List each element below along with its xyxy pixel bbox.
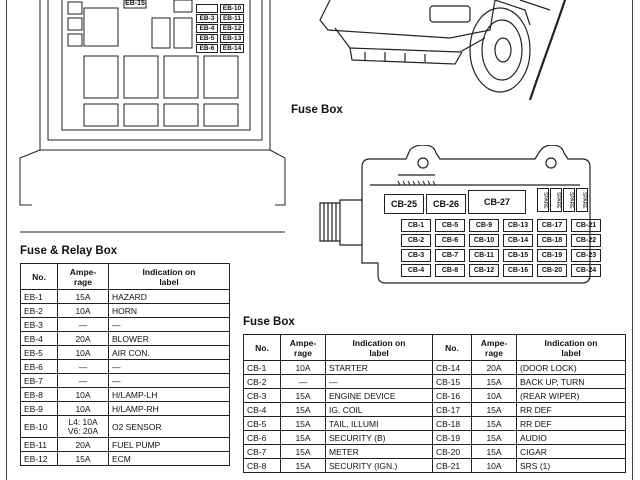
table-cell: — — [109, 374, 230, 388]
table-cell: 15A — [472, 445, 517, 459]
table-cell: EB-10 — [21, 416, 58, 438]
eb-top-label: EB-15 — [125, 0, 145, 7]
table-row — [21, 304, 230, 318]
table-cell: 10A — [58, 346, 109, 360]
fuse-slot: CB-14 — [503, 234, 533, 247]
table-row — [244, 431, 626, 445]
table-cell: EB-9 — [21, 402, 58, 416]
table-cell: 15A — [472, 431, 517, 445]
table-cell: BACK UP, TURN — [517, 375, 626, 389]
column-header: Indication on label — [326, 335, 433, 361]
table-cell: H/LAMP-RH — [109, 402, 230, 416]
eb-label-left: EB-5 — [196, 34, 218, 43]
fuse-slot: CB-21 — [571, 219, 601, 232]
table-row — [21, 402, 230, 416]
table-cell: ENGINE DEVICE — [326, 389, 433, 403]
column-header: No. — [21, 264, 58, 290]
table-cell: CB-5 — [244, 417, 281, 431]
eb-label-left: EB-4 — [196, 24, 218, 33]
fuse-slot: CB-19 — [537, 249, 567, 262]
table-row — [21, 452, 230, 466]
column-header: No. — [244, 335, 281, 361]
fuse-slot: CB-23 — [571, 249, 601, 262]
column-header: Indication on label — [517, 335, 626, 361]
fuse-slot: CB-2 — [401, 234, 431, 247]
table-cell: CB-15 — [433, 375, 472, 389]
table-cell: CB-1 — [244, 361, 281, 375]
table-cell: 15A — [281, 403, 326, 417]
table-cell: CB-20 — [433, 445, 472, 459]
table-row — [21, 290, 230, 304]
eb-label-right: EB-14 — [220, 44, 244, 53]
fuse-grid-row — [401, 234, 601, 247]
eb-label-row — [196, 44, 246, 53]
table-cell: CB-16 — [433, 389, 472, 403]
table-cell: CB-18 — [433, 417, 472, 431]
table-cell: TAIL, ILLUMI — [326, 417, 433, 431]
fuse-slot: CB-17 — [537, 219, 567, 232]
fuse-slot: CB-10 — [469, 234, 499, 247]
table-cell: — — [58, 374, 109, 388]
table-cell: AIR CON. — [109, 346, 230, 360]
table-cell: 10A — [281, 361, 326, 375]
eb-label-row — [196, 24, 246, 33]
fuse-slot: CB-22 — [571, 234, 601, 247]
eb-label-left: EB-6 — [196, 44, 218, 53]
fuse-slot: CB-7 — [435, 249, 465, 262]
table-cell: CB-6 — [244, 431, 281, 445]
fuse-table-title: Fuse Box — [243, 316, 295, 328]
table-cell: EB-12 — [21, 452, 58, 466]
table-cell: 15A — [281, 445, 326, 459]
table-cell: EB-3 — [21, 318, 58, 332]
table-cell: 10A — [58, 388, 109, 402]
table-row — [244, 459, 626, 473]
table-cell: SECURITY (IGN.) — [326, 459, 433, 473]
column-header: Ampe- rage — [58, 264, 109, 290]
table-row — [21, 360, 230, 374]
fuse-slot: CB-12 — [469, 264, 499, 277]
table-cell: CB-3 — [244, 389, 281, 403]
table-row — [21, 388, 230, 402]
fuse-slot: CB-5 — [435, 219, 465, 232]
spare-fuse: SPARE — [563, 188, 575, 212]
table-header-row — [244, 335, 626, 361]
eb-label-right: EB-11 — [220, 14, 244, 23]
table-cell: STARTER — [326, 361, 433, 375]
big-fuse: CB-25 — [384, 194, 424, 214]
relay-table — [20, 263, 230, 466]
fuse-slot: CB-20 — [537, 264, 567, 277]
table-row — [244, 445, 626, 459]
table-row — [21, 416, 230, 438]
fuse-slot: CB-8 — [435, 264, 465, 277]
eb-label-right: EB-10 — [220, 4, 244, 13]
table-cell: HORN — [109, 304, 230, 318]
fuse-table — [243, 334, 626, 473]
table-cell: SECURITY (B) — [326, 431, 433, 445]
table-cell: 15A — [472, 417, 517, 431]
table-cell: 10A — [58, 402, 109, 416]
fuse-slot: CB-13 — [503, 219, 533, 232]
table-cell: RR DEF — [517, 403, 626, 417]
column-header: Indication on label — [109, 264, 230, 290]
table-cell: EB-5 — [21, 346, 58, 360]
eb-label-row — [196, 4, 246, 13]
table-cell: EB-4 — [21, 332, 58, 346]
fuse-grid-row — [401, 249, 601, 262]
eb-label-row — [196, 34, 246, 43]
spare-fuse: SPARE — [537, 188, 549, 212]
eb-label-left: EB-3 — [196, 14, 218, 23]
table-cell: 15A — [472, 403, 517, 417]
fuse-slot: CB-1 — [401, 219, 431, 232]
table-cell: L4: 10A V6: 20A — [58, 416, 109, 438]
table-cell: CB-21 — [433, 459, 472, 473]
table-cell: 15A — [281, 431, 326, 445]
eb-label-left — [196, 4, 218, 13]
table-cell: IG. COIL — [326, 403, 433, 417]
column-header: Ampe- rage — [281, 335, 326, 361]
table-cell: EB-6 — [21, 360, 58, 374]
table-cell: 10A — [58, 304, 109, 318]
right-border — [632, 0, 633, 480]
table-cell: CB-7 — [244, 445, 281, 459]
fuse-grid — [401, 219, 601, 277]
table-cell: RR DEF — [517, 417, 626, 431]
table-cell: CB-17 — [433, 403, 472, 417]
table-cell: CB-8 — [244, 459, 281, 473]
table-row — [21, 318, 230, 332]
table-cell: 15A — [58, 290, 109, 304]
table-cell: 20A — [472, 361, 517, 375]
table-row — [21, 346, 230, 360]
column-header: No. — [433, 335, 472, 361]
table-row — [244, 417, 626, 431]
table-cell: ECM — [109, 452, 230, 466]
table-cell: 15A — [472, 375, 517, 389]
eb-label-stack — [196, 4, 246, 54]
big-fuse: CB-26 — [426, 194, 466, 214]
fuse-grid-row — [401, 264, 601, 277]
eb-label-right: EB-12 — [220, 24, 244, 33]
spare-fuse: SPARE — [576, 188, 588, 212]
table-cell: EB-2 — [21, 304, 58, 318]
table-cell: 20A — [58, 438, 109, 452]
table-cell: 15A — [281, 459, 326, 473]
table-cell: — — [326, 375, 433, 389]
fuse-slot: CB-9 — [469, 219, 499, 232]
table-cell: 15A — [58, 452, 109, 466]
table-cell: EB-11 — [21, 438, 58, 452]
fuse-slot: CB-16 — [503, 264, 533, 277]
table-cell: — — [109, 318, 230, 332]
table-cell: — — [58, 360, 109, 374]
table-row — [244, 375, 626, 389]
table-cell: 20A — [58, 332, 109, 346]
vehicle-drawing — [290, 0, 632, 100]
table-cell: CB-19 — [433, 431, 472, 445]
fuse-slot: CB-4 — [401, 264, 431, 277]
table-header-row — [21, 264, 230, 290]
column-header: Ampe- rage — [472, 335, 517, 361]
table-cell: 15A — [281, 417, 326, 431]
table-cell: H/LAMP-LH — [109, 388, 230, 402]
fuse-slot: CB-11 — [469, 249, 499, 262]
table-cell: EB-8 — [21, 388, 58, 402]
table-cell: — — [58, 318, 109, 332]
table-cell: CB-4 — [244, 403, 281, 417]
relay-table-title: Fuse & Relay Box — [20, 245, 118, 257]
table-cell: SRS (1) — [517, 459, 626, 473]
table-cell: — — [281, 375, 326, 389]
table-row — [21, 374, 230, 388]
fuse-box-diagram-title: Fuse Box — [291, 104, 343, 116]
table-cell: (REAR WIPER) — [517, 389, 626, 403]
fuse-slot: CB-24 — [571, 264, 601, 277]
fuse-slot: CB-3 — [401, 249, 431, 262]
table-cell: CB-2 — [244, 375, 281, 389]
table-cell: 10A — [472, 459, 517, 473]
table-cell: BLOWER — [109, 332, 230, 346]
table-row — [21, 438, 230, 452]
table-cell: CB-14 — [433, 361, 472, 375]
table-cell: 10A — [472, 389, 517, 403]
big-fuse: CB-27 — [468, 190, 526, 214]
table-cell: CIGAR — [517, 445, 626, 459]
fuse-grid-row — [401, 219, 601, 232]
fuse-slot: CB-6 — [435, 234, 465, 247]
fuse-slot: CB-18 — [537, 234, 567, 247]
spare-fuse: SPARE — [550, 188, 562, 212]
table-row — [244, 403, 626, 417]
table-cell: HAZARD — [109, 290, 230, 304]
table-cell: 15A — [281, 389, 326, 403]
table-row — [21, 332, 230, 346]
table-row — [244, 361, 626, 375]
table-cell: AUDIO — [517, 431, 626, 445]
fuse-slot: CB-15 — [503, 249, 533, 262]
table-cell: FUEL PUMP — [109, 438, 230, 452]
table-cell: EB-7 — [21, 374, 58, 388]
table-cell: O2 SENSOR — [109, 416, 230, 438]
table-cell: (DOOR LOCK) — [517, 361, 626, 375]
table-cell: — — [109, 360, 230, 374]
table-cell: EB-1 — [21, 290, 58, 304]
eb-label-right: EB-13 — [220, 34, 244, 43]
relay-box-drawing — [0, 0, 290, 235]
table-row — [244, 389, 626, 403]
eb-label-row — [196, 14, 246, 23]
table-cell: METER — [326, 445, 433, 459]
